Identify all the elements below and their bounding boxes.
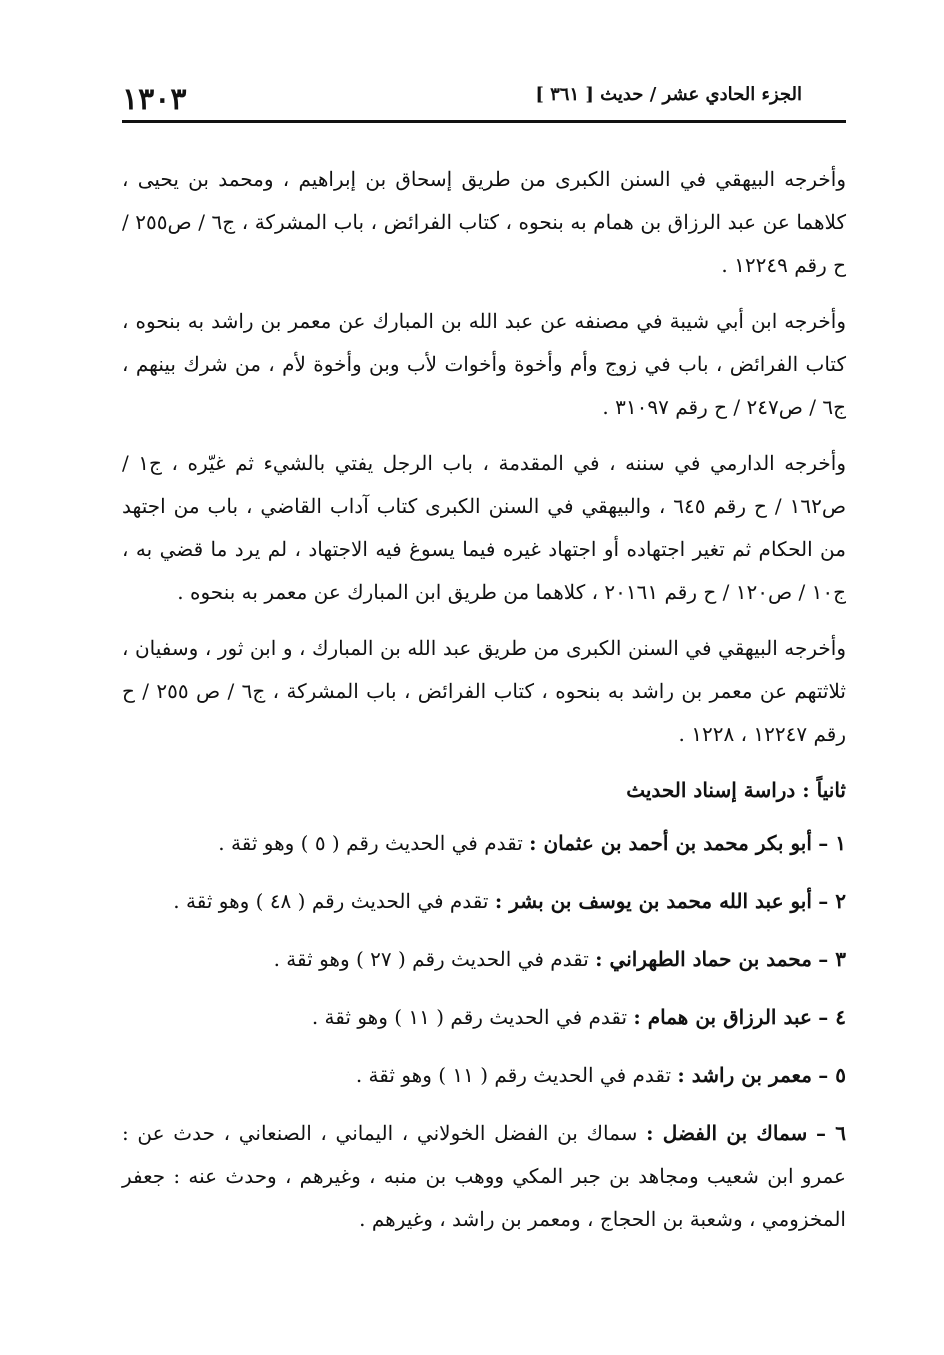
narrator-item — [122, 996, 846, 1039]
narrator-item — [122, 938, 846, 981]
narrator-item — [122, 1112, 846, 1241]
narrator-text: تقدم في الحديث رقم ( ٤٨ ) وهو ثقة . — [173, 889, 489, 913]
narrator-name: عبد الرزاق بن همام : — [633, 1005, 812, 1029]
narrator-item — [122, 1054, 846, 1097]
paragraph: وأخرجه البيهقي في السنن الكبرى من طريق إسحاق بن إبراهيم ، ومحمد بن يحيى ، كلاهما عن عبد الرزاق بن همام به بنحوه ، كتاب الفرائض ، باب المشركة ، ج٦ / ص٢٥٥ / ح رقم ١٢٢٤٩ . — [122, 167, 846, 277]
section-heading: ثانياً : دراسة إسناد الحديث — [626, 778, 846, 802]
paragraph: وأخرجه الدارمي في سننه ، في المقدمة ، باب الرجل يفتي بالشيء ثم غيّره ، ج١ / ص١٦٢ / ح رقم ٦٤٥ ، والبيهقي في السنن الكبرى كتاب آداب القاضي ، باب من اجتهد من الحكام ثم تغير اجتهاده أو اجتهاد غيره فيما يسوغ فيه الاجتهاد ، لم يرد ما قضي به ، ج١٠ / ص١٢٠ / ح رقم ٢٠١٦١ ، كلاهما من طريق ابن المبارك عن معمر به بنحوه . — [122, 451, 846, 604]
narrator-name: معمر بن راشد : — [677, 1063, 812, 1087]
narrator-number: ١ – — [818, 831, 846, 855]
narrator-item — [122, 880, 846, 923]
page-header — [122, 84, 846, 120]
narrator-number: ٢ – — [818, 889, 846, 913]
narrator-name: أبو بكر محمد بن أحمد بن عثمان : — [529, 831, 812, 855]
narrator-item — [122, 822, 846, 865]
page-number: ١٣٠٣ — [122, 82, 187, 117]
narrator-number: ٤ – — [818, 1005, 846, 1029]
paragraph: وأخرجه ابن أبي شيبة في مصنفه عن عبد الله بن المبارك عن معمر بن راشد به بنحوه ، كتاب الفرائض ، باب في زوج وأم وأخوة وأخوات لأب وبن وأخوة لأم ، من شرك بينهم ، ج٦ / ص٢٤٧ / ح رقم ٣١٠٩٧ . — [122, 309, 847, 419]
running-title: الجزء الحادي عشر / حديث [ ٣٦١ ] — [535, 84, 802, 105]
paragraph: وأخرجه البيهقي في السنن الكبرى من طريق عبد الله بن المبارك ، و ابن ثور ، وسفيان ، ثلاثتهم عن معمر بن راشد به بنحوه ، كتاب الفرائض ، باب المشركة ، ج٦ / ص ٢٥٥ / ح رقم ١٢٢٤٧ ، ١٢٢٨ . — [122, 636, 846, 746]
narrator-name: سماك بن الفضل : — [646, 1121, 808, 1145]
header-rule — [122, 120, 846, 123]
narrator-text: تقدم في الحديث رقم ( ١١ ) وهو ثقة . — [355, 1063, 672, 1087]
narrator-text: تقدم في الحديث رقم ( ٢٧ ) وهو ثقة . — [273, 947, 589, 971]
narrator-number: ٣ – — [818, 947, 846, 971]
narrator-name: أبو عبد الله محمد بن يوسف بن بشر : — [494, 889, 812, 913]
narrator-name: محمد بن حماد الطهراني : — [595, 947, 812, 971]
narrator-number: ٦ – — [816, 1121, 847, 1145]
body-text — [122, 158, 846, 1256]
narrator-number: ٥ – — [818, 1063, 846, 1087]
narrator-text: تقدم في الحديث رقم ( ١١ ) وهو ثقة . — [311, 1005, 628, 1029]
narrator-text: سماك بن الفضل الخولاني ، اليماني ، الصنعاني ، حدث عن : عمرو ابن شعيب ومجاهد بن جبر المكي ووهب بن منبه ، وغيرهم ، وحدث عنه : جعفر المخزومي ، وشعبة بن الحجاج ، ومعمر بن راشد ، وغيرهم . — [122, 1121, 846, 1231]
narrator-text: تقدم في الحديث رقم ( ٥ ) وهو ثقة . — [218, 831, 523, 855]
